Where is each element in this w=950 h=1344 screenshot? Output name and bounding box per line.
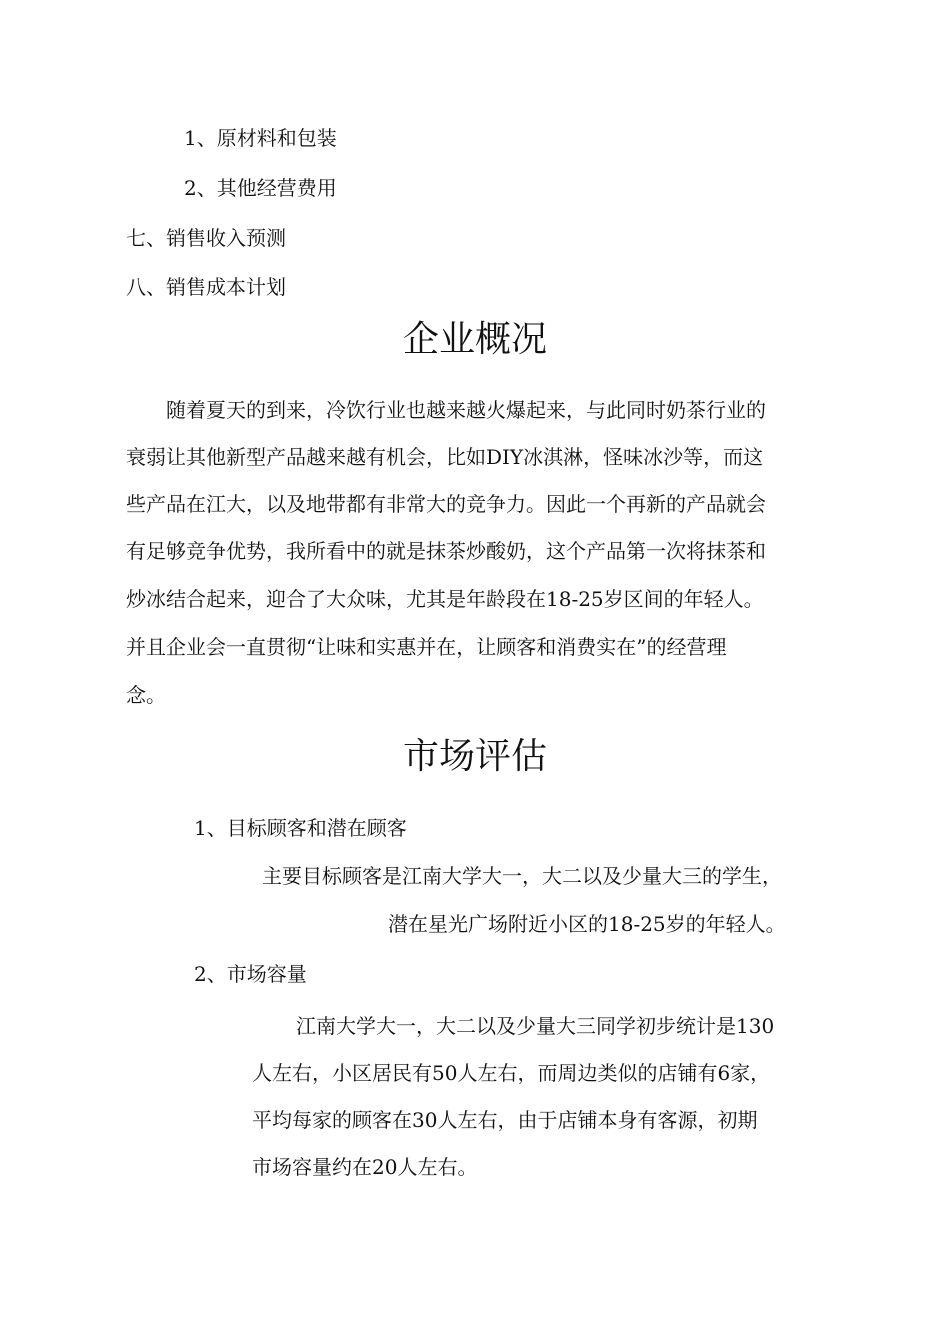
- market-sub1-line-1: 主要目标顾客是江南大学大一，大二以及少量大三的学生，: [262, 864, 782, 888]
- market-sub2-line-2: 人左右，小区居民有50人左右，而周边类似的店铺有6家，: [252, 1061, 771, 1085]
- market-sub1-heading: 1、目标顾客和潜在顾客: [194, 816, 407, 840]
- toc-item-7: 七、销售收入预测: [126, 226, 286, 250]
- toc-item-1: 1、原材料和包装: [184, 126, 337, 150]
- market-sub2-heading: 2、市场容量: [194, 962, 307, 986]
- market-sub2-line-4: 市场容量约在20人左右。: [252, 1155, 478, 1179]
- overview-title: 企业概况: [402, 319, 547, 360]
- market-title: 市场评估: [402, 736, 547, 777]
- overview-line-5: 炒冰结合起来，迎合了大众味，尤其是年龄段在18-25岁区间的年轻人。: [126, 587, 764, 611]
- overview-line-1: 随着夏天的到来，冷饮行业也越来越火爆起来，与此同时奶茶行业的: [166, 398, 766, 422]
- overview-line-4: 有足够竞争优势，我所看中的就是抹茶炒酸奶，这个产品第一次将抹茶和: [126, 539, 766, 563]
- overview-line-3: 些产品在江大，以及地带都有非常大的竞争力。因此一个再新的产品就会: [126, 492, 766, 516]
- overview-line-6: 并且企业会一直贯彻“让味和实惠并在，让顾客和消费实在”的经营理: [126, 635, 727, 659]
- market-sub1-line-2: 潜在星光广场附近小区的18-25岁的年轻人。: [388, 912, 786, 936]
- overview-line-7: 念。: [126, 683, 166, 707]
- overview-line-2: 衰弱让其他新型产品越来越有机会，比如DIY冰淇淋，怪味冰沙等，而这: [126, 445, 764, 469]
- market-sub2-line-3: 平均每家的顾客在30人左右，由于店铺本身有客源，初期: [252, 1108, 758, 1132]
- toc-item-2: 2、其他经营费用: [184, 176, 337, 200]
- market-sub2-line-1: 江南大学大一，大二以及少量大三同学初步统计是130: [296, 1014, 775, 1038]
- toc-item-8: 八、销售成本计划: [126, 275, 286, 299]
